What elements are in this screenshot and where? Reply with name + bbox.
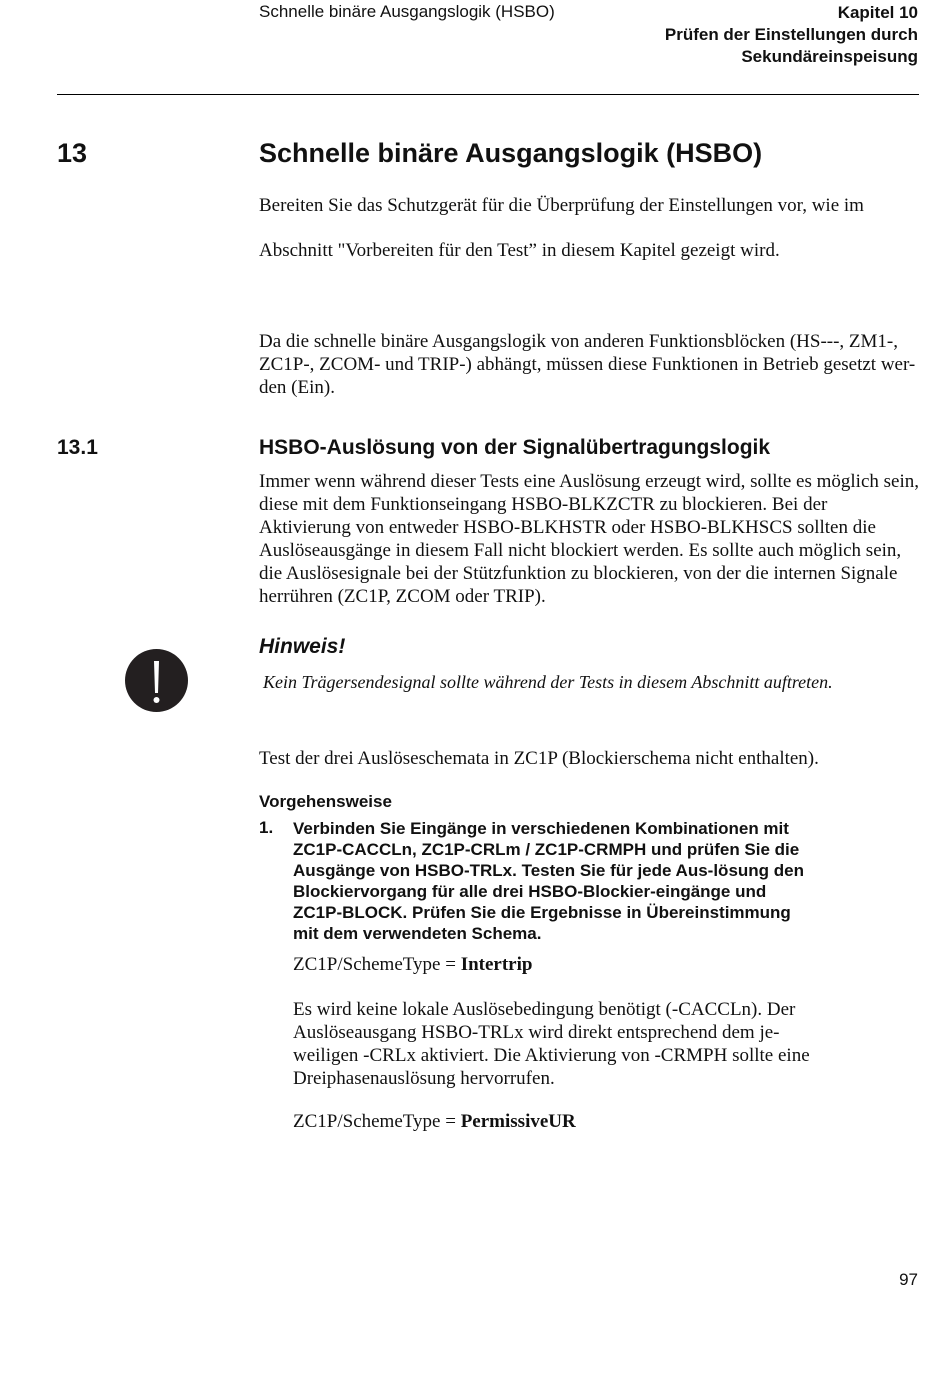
subsection-title: HSBO-Auslösung von der Signalübertragungslogik <box>259 436 771 459</box>
note-title: Hinweis! <box>259 635 346 658</box>
exclamation-icon <box>125 649 188 712</box>
header-divider <box>57 94 919 95</box>
scheme-setting-label: ZC1P/SchemeType = <box>293 1111 461 1132</box>
test-intro: Test der drei Auslöseschemata in ZC1P (Blockierschema nicht enthalten). <box>259 748 819 769</box>
note-text: Kein Trägersendesignal sollte während der Tests in diesem Abschnitt auftreten. <box>263 672 833 692</box>
procedure-heading: Vorgehensweise <box>259 792 392 811</box>
intro-paragraph-line2: Abschnitt "Vorbereiten für den Test” in diesem Kapitel gezeigt wird. <box>259 240 780 261</box>
running-header-right <box>665 2 918 68</box>
subsection-paragraph: Immer wenn während dieser Tests eine Auslösung erzeugt wird, sollte es möglich sein, diese mit dem Funktionseingang HSBO-BLKZCTR zu blockieren. Bei der Aktivierung von entweder HSBO-BLKHSTR oder HSBO-BLKHSCS sollten die Auslöseausgänge in diesem Fall nicht blockiert werden. Es sollte auch möglich sein, die Auslösesignale bei der Stützfunktion zu blockieren, von der die internen Signale herrühren (ZC1P, ZCOM oder TRIP). <box>259 471 919 607</box>
section-number: 13 <box>57 138 88 168</box>
step-number: 1. <box>259 818 274 837</box>
scheme-setting-value: PermissiveUR <box>460 1111 576 1132</box>
scheme-setting-label: ZC1P/SchemeType = <box>293 954 461 975</box>
scheme-intertrip-description: Es wird keine lokale Auslösebedingung benötigt (-CACCLn). Der Auslöseausgang HSBO-TRLx wird direkt entsprechend dem je-weiligen -CRLx aktiviert. Die Aktivierung von -CRMPH sollte eine Dreiphasenauslösung hervorrufen. <box>293 999 810 1089</box>
page-number: 97 <box>899 1270 918 1289</box>
scheme-setting-value: Intertrip <box>460 954 533 975</box>
scheme-intertrip-setting <box>293 953 813 976</box>
intro-paragraph-line1: Bereiten Sie das Schutzgerät für die Überprüfung der Einstellungen vor, wie im <box>259 195 864 216</box>
subsection-number: 13.1 <box>57 436 98 459</box>
chapter-label: Kapitel 10 <box>837 3 918 22</box>
step-text: Verbinden Sie Eingänge in verschiedenen Kombinationen mit ZC1P-CACCLn, ZC1P-CRLm / ZC1P-CRMPH und prüfen Sie die Ausgänge von HSBO-TRLx. Testen Sie für jede Aus-lösung den Blockiervorgang für alle drei HSBO-Blockier-eingänge und ZC1P-BLOCK. Prüfen Sie die Ergebnisse in Übereinstimmung mit dem verwendeten Schema. <box>293 819 804 943</box>
chapter-subtitle-line2: Sekundäreinspeisung <box>741 47 918 66</box>
section-title: Schnelle binäre Ausgangslogik (HSBO) <box>259 138 763 168</box>
chapter-subtitle-line1: Prüfen der Einstellungen durch <box>664 25 918 44</box>
running-header-left: Schnelle binäre Ausgangslogik (HSBO) <box>259 2 555 21</box>
scheme-permissive-setting <box>293 1110 813 1133</box>
dependency-paragraph: Da die schnelle binäre Ausgangslogik von anderen Funktionsblöcken (HS---, ZM1-, ZC1P-, ZCOM- und TRIP-) abhängt, müssen diese Funktionen in Betrieb gesetzt wer-den (Ein). <box>259 331 916 398</box>
